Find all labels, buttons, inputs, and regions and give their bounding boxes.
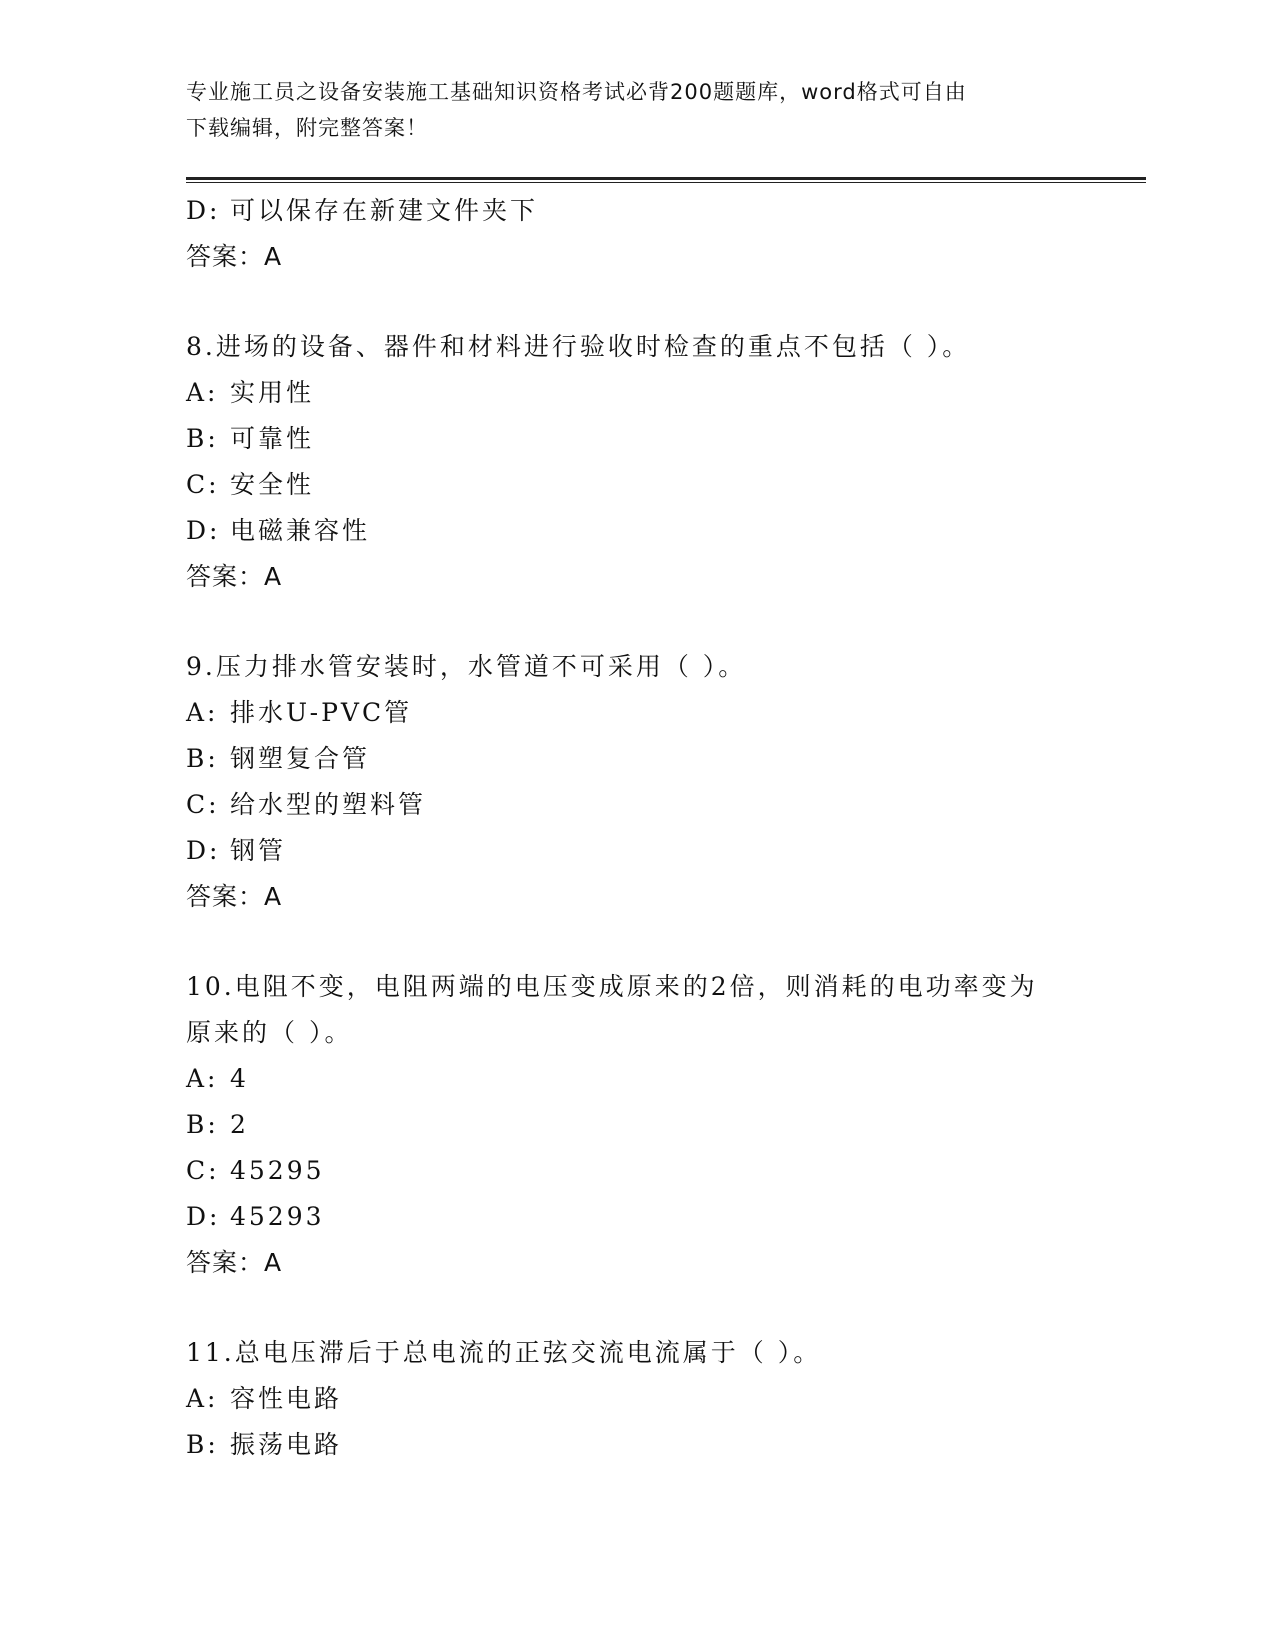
option-d [186, 188, 1086, 234]
option-a [186, 1056, 1086, 1102]
option-b [186, 1102, 1086, 1148]
option-text: 2 [230, 1110, 249, 1139]
option-label: C: [186, 790, 220, 819]
option-label: C: [186, 470, 220, 499]
spacer [186, 280, 1086, 324]
option-d [186, 828, 1086, 874]
option-label: A: [186, 1384, 219, 1413]
option-a [186, 690, 1086, 736]
option-a [186, 370, 1086, 416]
option-text: 可靠性 [230, 424, 315, 453]
option-d [186, 508, 1086, 554]
document-body [186, 188, 1086, 1468]
answer-line: 答案：A [186, 882, 283, 911]
question-9-text: 9.压力排水管安装时，水管道不可采用（ ）。 [186, 652, 747, 681]
option-text: 钢管 [230, 836, 287, 865]
spacer [186, 920, 1086, 964]
option-text: 容性电路 [230, 1384, 343, 1413]
option-text: 给水型的塑料管 [230, 790, 427, 819]
option-b [186, 736, 1086, 782]
option-label: D: [186, 196, 221, 225]
answer-line: 答案：A [186, 242, 283, 271]
spacer [186, 600, 1086, 644]
option-text: 实用性 [230, 378, 315, 407]
question-8-text: 8.进场的设备、器件和材料进行验收时检查的重点不包括（ ）。 [186, 332, 971, 361]
option-c [186, 782, 1086, 828]
option-label: A: [186, 378, 219, 407]
header-line-1: 专业施工员之设备安装施工基础知识资格考试必背200题题库，word格式可自由 [186, 80, 967, 104]
answer-line: 答案：A [186, 562, 283, 591]
option-a [186, 1376, 1086, 1422]
header-line-2: 下载编辑，附完整答案！ [186, 116, 428, 140]
option-label: B: [186, 1110, 219, 1139]
option-text: 钢塑复合管 [230, 744, 371, 773]
option-c [186, 1148, 1086, 1194]
header-divider [186, 177, 1146, 183]
question-11-text: 11.总电压滞后于总电流的正弦交流电流属于（ ）。 [186, 1338, 822, 1367]
answer-line: 答案：A [186, 1248, 283, 1277]
option-d [186, 1194, 1086, 1240]
option-label: B: [186, 424, 219, 453]
option-label: C: [186, 1156, 220, 1185]
option-label: A: [186, 1064, 219, 1093]
document-header [186, 74, 1086, 146]
question-10-text-line-1: 10.电阻不变，电阻两端的电压变成原来的2倍，则消耗的电功率变为 [186, 972, 1038, 1001]
option-label: D: [186, 1202, 221, 1231]
question-10-text-line-2: 原来的（ ）。 [186, 1018, 353, 1047]
option-text: 安全性 [230, 470, 315, 499]
option-label: A: [186, 698, 219, 727]
option-label: B: [186, 744, 219, 773]
option-text: 排水U-PVC管 [230, 698, 413, 727]
option-text: 45293 [230, 1202, 325, 1231]
option-label: D: [186, 516, 221, 545]
option-label: D: [186, 836, 221, 865]
option-text: 可以保存在新建文件夹下 [230, 196, 539, 225]
option-b [186, 1422, 1086, 1468]
option-text: 45295 [230, 1156, 325, 1185]
option-text: 振荡电路 [230, 1430, 343, 1459]
option-label: B: [186, 1430, 219, 1459]
option-text: 电磁兼容性 [230, 516, 371, 545]
option-b [186, 416, 1086, 462]
option-c [186, 462, 1086, 508]
spacer [186, 1286, 1086, 1330]
option-text: 4 [230, 1064, 249, 1093]
